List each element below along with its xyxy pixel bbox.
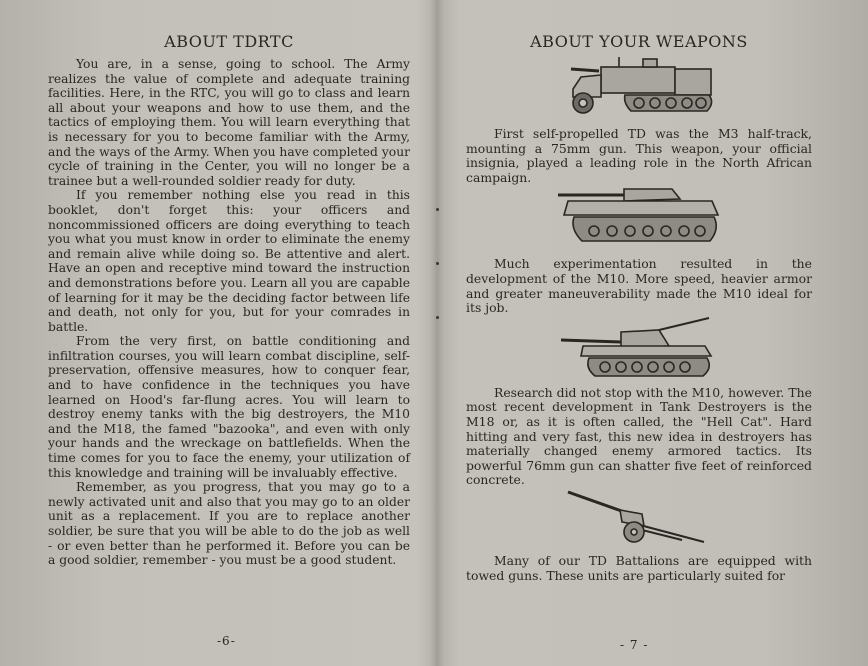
m10-tank-destroyer-illustration (554, 185, 724, 251)
m3-half-track-illustration (559, 55, 719, 121)
paragraph: First self-propelled TD was the M3 half-track, mounting a 75mm gun. This weapon, your official insignia, played a leading role in the North African campaign. (466, 126, 812, 185)
paragraph: Many of our TD Battalions are equipped with towed guns. These units are particularly suited for (466, 552, 812, 583)
paragraph: You are, in a sense, going to school. The Army realizes the value of complete and adequate training facilities. Here, in the RTC, you will go to class and learn all about your weapons and how to use them, and the tactics of employing them. You will learn everything that is necessary for you to become familiar with the Army, and the ways of the Army. When you have completed your cycle of training in the Center, you will no longer be a trainee but a well-rounded soldier ready for duty. (48, 57, 410, 188)
binding-mark (436, 208, 439, 211)
page-title: ABOUT YOUR WEAPONS (530, 32, 748, 51)
page-number: - 7 - (620, 638, 649, 652)
left-page (48, 30, 410, 568)
center-gutter (430, 0, 444, 666)
binding-mark (436, 262, 439, 265)
page-number: -6- (217, 634, 236, 648)
paragraph: If you remember nothing else you read in this booklet, don't forget this: your officers and noncommissioned officers are doing everything to teach you what you must know in order to eliminate the enemy and remain alive while doing so. Be attentive and alert. Have an open and receptive mind toward the instruction and demonstrations before you. Learn all you are capable of learning for it may be the deciding factor between life and death, not only for you, but for your comrades in battle. (48, 188, 410, 334)
paragraph: Much experimentation resulted in the development of the M10. More speed, heavier armor and greater maneuverability made the M10 ideal for its job. (466, 256, 812, 316)
page-title: ABOUT TDRTC (164, 32, 294, 51)
towed-gun-illustration (564, 488, 714, 548)
binding-mark (436, 316, 439, 319)
paragraph: From the very first, on battle conditioning and infiltration courses, you will learn combat discipline, self-preservation, offensive measures, how to conquer fear, and to have confidence in the techniques you have learned on Hood's far-flung acres. You will learn to destroy enemy tanks with the big destroyers, the M10 and the M18, the famed "bazooka", and even with only your hands and the wreckage on battlefields. When the time comes for you to face the enemy, your utilization of this knowledge and training will be invaluably effective. (48, 334, 410, 480)
m18-hellcat-illustration (559, 316, 719, 380)
paragraph: Research did not stop with the M10, however. The most recent development in Tank Destroyers is the M18 or, as it is often called, the "Hell Cat". Hard hitting and very fast, this new idea in destroyers has materially changed enemy armored tactics. Its powerful 76mm gun can shatter five feet of reinforced concrete. (466, 384, 812, 488)
right-page (466, 30, 812, 583)
paragraph: Remember, as you progress, that you may go to a newly activated unit and also that you may go to an older unit as a replacement. If you are to replace another soldier, be sure that you will be able to do the job as well - or even better than he performed it. Before you can be a good soldier, remember - you must be a good student. (48, 480, 410, 568)
